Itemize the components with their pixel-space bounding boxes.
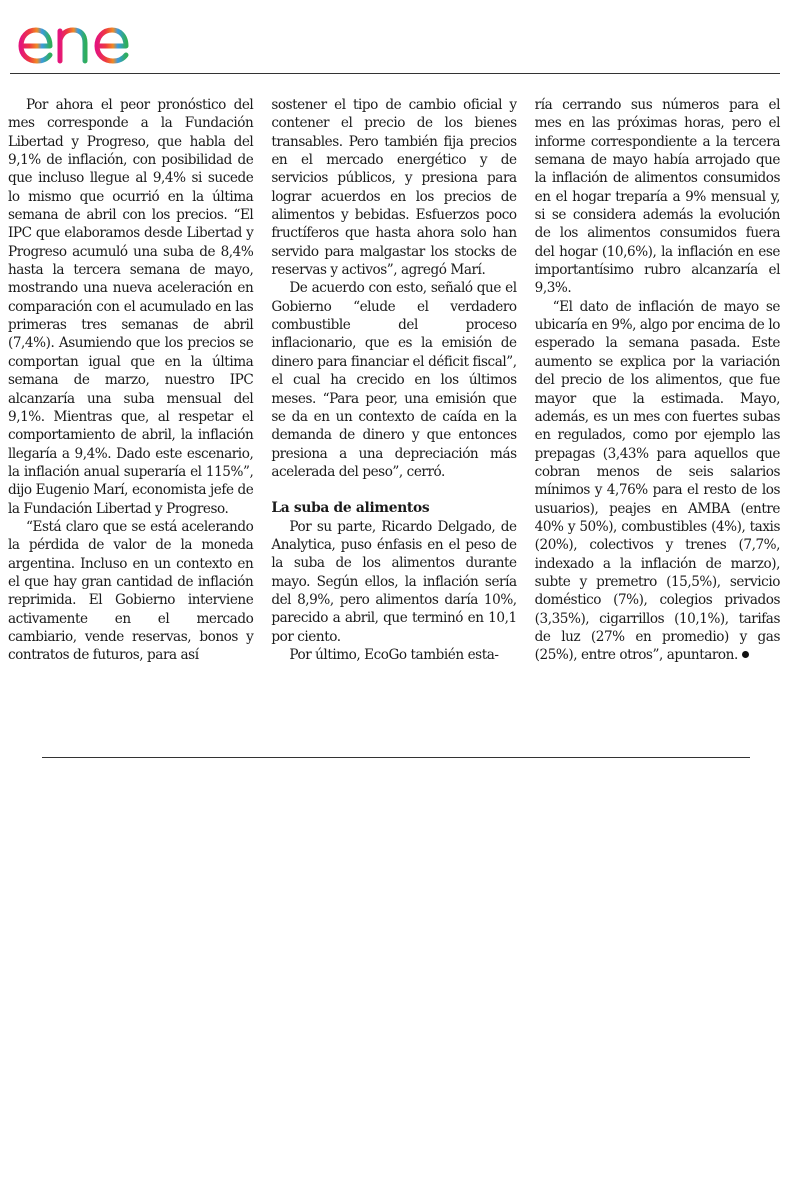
footer-divider <box>42 757 750 758</box>
paragraph: Por su parte, Ricardo Delgado, de Analytica, puso énfasis en el peso de la suba de los alimentos durante mayo. Según ellos, la inflación sería del 8,9%, pero alimentos daría 10%, parecido a abril, que terminó en 10,1 por ciento. <box>271 518 517 645</box>
paragraph: ría cerrando sus números para el mes en las próximas horas, pero el informe correspondiente a la tercera semana de mayo había arrojado que la inflación de alimentos consumidos en el hogar treparía a 9% mensual y, si se considera además la evolución de los alimentos consumidos fuera del hogar (10,6%), la inflación en ese importantísimo rubro alcanzaría el 9,3%. <box>534 97 780 297</box>
paragraph: De acuerdo con esto, señaló que el Gobierno “elude el verdadero combustible del proceso inflacionario, que es la emisión de dinero para financiar el déficit fiscal”, el cual ha crecido en los últimos meses. “Para peor, una emisión que se da en un contexto de caída en la demanda de dinero y que entonces presiona a una depreciación más acelerada del peso”, cerró. <box>271 280 517 480</box>
article-column-3 <box>535 96 780 716</box>
paragraph: Por ahora el peor pronóstico del mes corresponde a la Fundación Libertad y Progreso, que habla del 9,1% de inflación, con posibilidad de que incluso llegue al 9,4% si sucede lo mismo que ocurrió en la última semana de abril con los precios. “El IPC que elaboramos desde Libertad y Progreso acumuló una suba de 8,4% hasta la tercera semana de mayo, mostrando una nueva aceleración en comparación con el acumulado en las primeras tres semanas de abril (7,4%). Asumiendo que los precios se comportan igual que en la última semana de marzo, nuestro IPC alcanzaría una suba mensual del 9,1%. Mientras que, al respetar el comportamiento de abril, la inflación llegaría a 9,4%. Dado este escenario, la inflación anual superaría el 115%”, dijo Eugenio Marí, economista jefe de la Fundación Libertad y Progreso. <box>8 97 254 517</box>
article-column-2 <box>271 96 516 716</box>
article-body <box>8 96 780 716</box>
enel-logo <box>14 4 184 68</box>
paragraph: “Está claro que se está acelerando la pérdida de valor de la moneda argentina. Incluso en un contexto en el que hay gran cantidad de inflación reprimida. El Gobierno interviene activamente en el mercado cambiario, vende reservas, bonos y contratos de futuros, para así <box>8 518 254 664</box>
paragraph: sostener el tipo de cambio oficial y contener el precio de los bienes transables. Pero también fija precios en el mercado energético y de servicios públicos, y presiona para lograr acuerdos en los precios de alimentos y bebidas. Esfuerzos poco fructíferos que hasta ahora solo han servido para malgastar los stocks de reservas y activos”, agregó Marí. <box>271 97 517 279</box>
paragraph-text: “El dato de inflación de mayo se ubicaría en 9%, algo por encima de lo esperado la semana pasada. Este aumento se explica por la variación del precio de los alimentos, que fue mayor que la estimada. Mayo, además, es un mes con fuertes subas en regulados, como por ejemplo las prepagas (3,43% para aquellos que cobran menos de seis salarios mínimos y 4,76% para el resto de los usuarios), peajes en AMBA (entre 40% y 50%), combustibles (4%), taxis (20%), colectivos y trenes (7,7%, indexado a la inflación de marzo), subte y premetro (15,5%), servicio doméstico (7%), colegios privados (3,35%), cigarrillos (10,1%), tarifas de luz (27% en promedio) y gas (25%), entre otros”, apuntaron. <box>534 298 780 664</box>
end-of-article-bullet-icon <box>742 651 749 658</box>
paragraph: Por último, EcoGo también esta- <box>289 646 499 663</box>
page-header <box>0 0 800 76</box>
paragraph <box>535 298 780 665</box>
section-subheading: La suba de alimentos <box>271 500 430 517</box>
article-column-1 <box>8 96 253 716</box>
header-divider <box>10 73 780 74</box>
